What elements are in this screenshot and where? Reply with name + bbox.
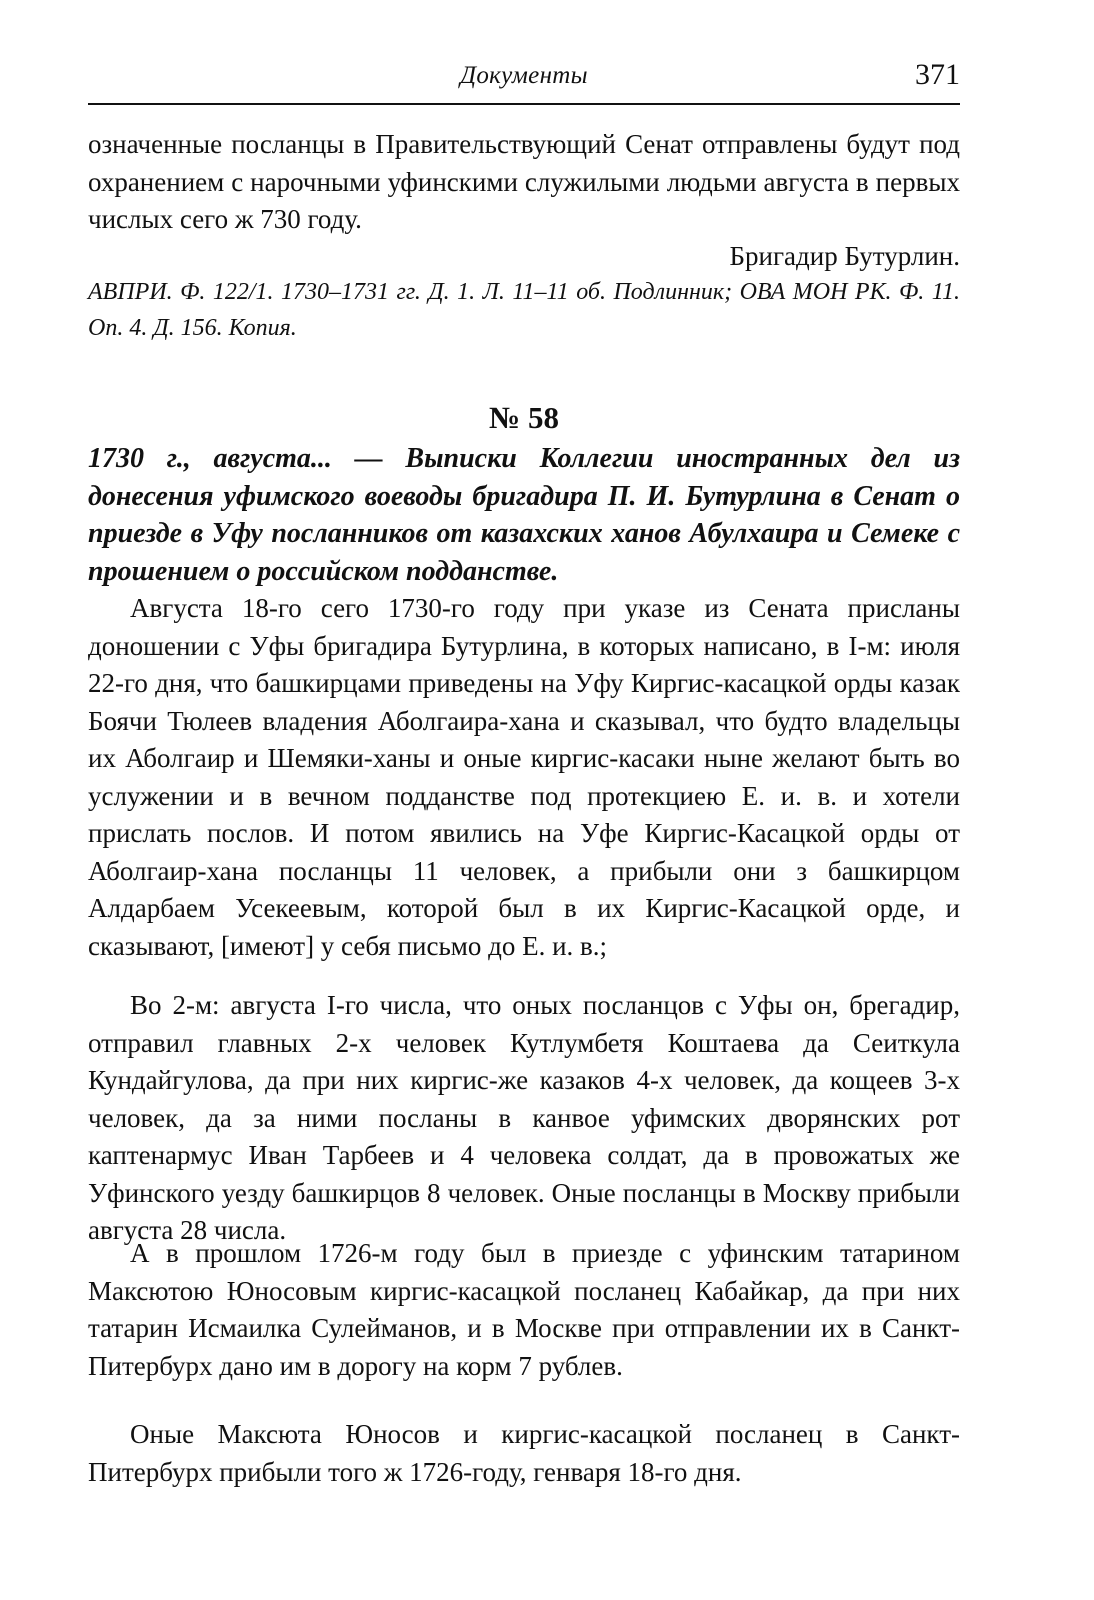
paragraph-text: Во 2-м: августа I-го числа, что оных посланцов с Уфы он, брегадир, отправил главных 2-х человек Кутлумбетя Коштаева да Сеиткула Кундайгулова, да при них киргис-же казаков 4-х человек, да кощеев 3-х человек, да за ними посланы в канвое уфимских дворянских рот каптенармус Иван Тарбеев и 4 человека солдат, да в провожатых же Уфинского уезду башкирцов 8 человек. Оные посланцы в Москву прибыли августа 28 числа.	[88, 990, 960, 1245]
paragraph-text: Августа 18-го сего 1730-го году при указе из Сената присланы доношении с Уфы бригадира Бутурлина, в которых написано, в I-м: июля 22-го дня, что башкирцами приведены на Уфу Киргис-касацкой орды казак Боячи Тюлеев владения Аболгаира-хана и сказывал, что будто владельцы их Аболгаир и Шемяки-ханы и оные киргис-касаки ныне желают быть во услужении и в вечном подданстве под протекциею Е. и. в. и хотели прислать послов. И потом явились на Уфе Киргис-Касацкой орды от Аболгаир-хана посланцы 11 человек, а прибыли они з башкирцом Алдарбаем Усекеевым, которой был в их Киргис-Касацкой орде, и сказывают, [имеют] у себя письмо до Е. и. в.;	[88, 593, 960, 961]
body-paragraph	[88, 590, 960, 965]
page-number: 371	[915, 58, 960, 91]
continuation-text: означенные посланцы в Правительствующий Сенат отправлены будут под охранением с нарочными уфинскими служилыми людьми августа в первых числых сего ж 730 году.	[88, 129, 960, 234]
document-number: № 58	[489, 400, 559, 435]
document-page	[88, 0, 960, 1600]
page-header	[88, 58, 960, 98]
signature: Бригадир Бутурлин.	[729, 241, 960, 271]
body-paragraph	[88, 987, 960, 1250]
header-rule	[88, 103, 960, 105]
archive-reference: АВПРИ. Ф. 122/1. 1730–1731 гг. Д. 1. Л. 11–11 об. Подлинник; ОВА МОН РК. Ф. 11. Оп. 4. Д. 156. Копия.	[88, 279, 960, 341]
paragraph-text: Оные Максюта Юносов и киргис-касацкой посланец в Санкт-Питербурх прибыли того ж 1726-году, генваря 18-го дня.	[88, 1419, 960, 1487]
document-heading: 1730 г., августа... — Выписки Коллегии иностранных дел из донесения уфимского воеводы бригадира П. И. Бутурлина в Сенат о приезде в Уфу посланников от казахских ханов Абулхаира и Семеке с прошением о российском подданстве.	[88, 443, 960, 587]
continuation-paragraph	[88, 126, 960, 239]
paragraph-text: А в прошлом 1726-м году был в приезде с уфинским татарином Максютою Юносовым киргис-касацкой посланец Кабайкар, да при них татарин Исмаилка Сулейманов, и в Москве при отправлении их в Санкт-Питербурх дано им в дорогу на корм 7 рублев.	[88, 1238, 960, 1381]
body-paragraph	[88, 1235, 960, 1385]
body-paragraph	[88, 1416, 960, 1491]
running-title: Документы	[460, 62, 588, 89]
